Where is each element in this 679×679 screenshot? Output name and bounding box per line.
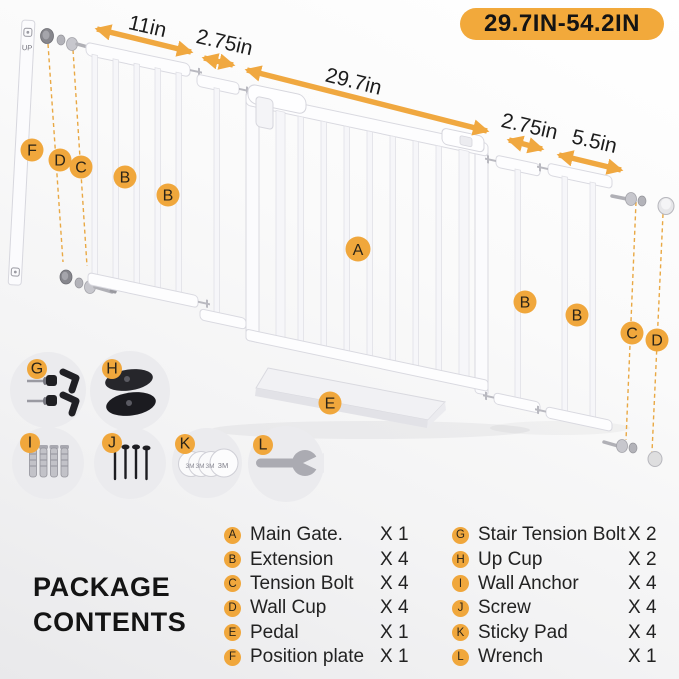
gate-bars bbox=[276, 110, 469, 379]
item-badge: K bbox=[452, 624, 469, 641]
list-item-screw bbox=[452, 596, 679, 620]
tension-bolt-icon bbox=[617, 440, 628, 453]
svg-text:K: K bbox=[179, 435, 191, 453]
list-item-wrench bbox=[452, 645, 679, 669]
page-title-line1: PACKAGE bbox=[33, 572, 171, 602]
dimension-arrow-2-75in-left bbox=[204, 58, 233, 65]
extension-panel-5-5in bbox=[535, 160, 612, 431]
pedal bbox=[255, 368, 446, 428]
package-list-right bbox=[452, 523, 679, 669]
svg-text:F: F bbox=[27, 142, 37, 160]
size-range-badge: 29.7IN-54.2IN bbox=[460, 8, 664, 40]
svg-text:3M: 3M bbox=[217, 461, 229, 470]
parts-circle-g bbox=[10, 352, 86, 428]
item-label: Sticky Pad bbox=[478, 621, 568, 643]
badge-b-3 bbox=[514, 291, 537, 314]
item-badge: D bbox=[224, 600, 241, 617]
parts-circle-j bbox=[94, 427, 166, 499]
svg-text:C: C bbox=[626, 325, 638, 343]
item-badge: J bbox=[452, 600, 469, 617]
dimension-label-11in: 11in bbox=[126, 11, 169, 43]
tension-bolt-wall-cup-top-right bbox=[612, 193, 674, 215]
item-badge: B bbox=[224, 551, 241, 568]
item-label: Screw bbox=[478, 597, 531, 619]
extension-panel-11in bbox=[86, 42, 210, 310]
item-badge: E bbox=[224, 624, 241, 641]
item-qty: X 2 bbox=[628, 548, 657, 570]
item-qty: X 4 bbox=[628, 572, 657, 594]
svg-text:I: I bbox=[27, 434, 33, 452]
tension-bolt-wall-cup-bottom-right bbox=[604, 440, 662, 467]
badge-c-left bbox=[70, 156, 93, 179]
extension-bars bbox=[92, 54, 182, 294]
list-item-up-cup bbox=[452, 547, 679, 571]
svg-text:H: H bbox=[106, 360, 118, 378]
dimension-label-2-75in-right: 2.75in bbox=[498, 109, 560, 145]
dimension-label-5-5in: 5.5in bbox=[569, 125, 620, 158]
item-label: Stair Tension Bolt bbox=[478, 524, 626, 546]
item-qty: X 4 bbox=[380, 572, 409, 594]
item-qty: X 1 bbox=[380, 524, 409, 546]
parts-circle-h bbox=[90, 351, 170, 431]
svg-text:3M: 3M bbox=[205, 463, 215, 470]
package-list-left bbox=[224, 523, 434, 669]
tension-bolt-icon bbox=[626, 193, 637, 206]
item-badge: A bbox=[224, 527, 241, 544]
svg-text:G: G bbox=[30, 360, 44, 378]
item-qty: X 4 bbox=[628, 597, 657, 619]
badge-b-4 bbox=[566, 304, 589, 327]
item-label: Main Gate. bbox=[250, 524, 343, 546]
list-item-stair-tension-bolt bbox=[452, 523, 679, 547]
dimension-label-29-7in: 29.7in bbox=[323, 63, 385, 100]
item-qty: X 4 bbox=[380, 597, 409, 619]
list-item-wall-anchor bbox=[452, 572, 679, 596]
page-title bbox=[33, 570, 186, 640]
guide-line-tension-bolt-right bbox=[626, 202, 636, 440]
item-qty: X 1 bbox=[380, 646, 409, 668]
item-qty: X 1 bbox=[628, 646, 657, 668]
badge-d-right bbox=[646, 329, 669, 352]
item-qty: X 4 bbox=[380, 548, 409, 570]
list-item-wall-cup bbox=[224, 596, 434, 620]
list-item-position-plate bbox=[224, 645, 434, 669]
connector-pin bbox=[198, 298, 210, 309]
item-label: Tension Bolt bbox=[250, 572, 354, 594]
svg-text:B: B bbox=[162, 187, 174, 205]
svg-text:3M: 3M bbox=[195, 463, 205, 470]
item-label: Wall Cup bbox=[250, 597, 327, 619]
item-badge: C bbox=[224, 575, 241, 592]
item-badge: I bbox=[452, 575, 469, 592]
list-item-pedal bbox=[224, 621, 434, 645]
item-label: Wall Anchor bbox=[478, 572, 579, 594]
svg-text:B: B bbox=[119, 169, 131, 187]
extension-panel-2-75in-right bbox=[483, 152, 540, 413]
page-title-line2: CONTENTS bbox=[33, 607, 187, 637]
list-item-extension bbox=[224, 547, 434, 571]
svg-text:3M: 3M bbox=[185, 463, 195, 470]
svg-text:C: C bbox=[75, 159, 87, 177]
parts-circle-k bbox=[172, 428, 242, 498]
main-gate bbox=[246, 83, 488, 395]
item-badge: F bbox=[224, 649, 241, 666]
up-label: UP bbox=[21, 43, 33, 53]
parts-circle-i bbox=[12, 427, 84, 499]
dimension-label-2-75in-left: 2.75in bbox=[193, 25, 255, 61]
badge-b-2 bbox=[157, 184, 180, 207]
item-label: Position plate bbox=[250, 646, 365, 668]
item-label: Up Cup bbox=[478, 548, 543, 570]
item-label: Extension bbox=[250, 548, 334, 570]
badge-d-left bbox=[49, 149, 72, 172]
badge-b-1 bbox=[114, 166, 137, 189]
svg-text:B: B bbox=[519, 294, 531, 312]
svg-text:E: E bbox=[324, 395, 336, 413]
item-badge: H bbox=[452, 551, 469, 568]
item-qty: X 1 bbox=[380, 621, 409, 643]
svg-text:A: A bbox=[352, 242, 364, 259]
svg-text:B: B bbox=[571, 307, 583, 325]
dimension-arrow-2-75in-right bbox=[509, 140, 542, 149]
wall-cup-icon bbox=[648, 452, 662, 467]
parts-circle-l bbox=[248, 426, 324, 502]
item-qty: X 4 bbox=[628, 621, 657, 643]
item-badge: L bbox=[452, 649, 469, 666]
svg-text:D: D bbox=[54, 152, 66, 170]
badge-a bbox=[346, 237, 371, 262]
badge-c-right bbox=[621, 322, 644, 345]
badge-e bbox=[319, 392, 342, 415]
list-item-sticky-pad bbox=[452, 621, 679, 645]
item-label: Wrench bbox=[478, 646, 544, 668]
item-label: Pedal bbox=[250, 621, 299, 643]
badge-f bbox=[21, 139, 44, 162]
svg-text:J: J bbox=[108, 434, 116, 452]
list-item-tension-bolt bbox=[224, 572, 434, 596]
svg-text:D: D bbox=[651, 332, 663, 350]
item-badge: G bbox=[452, 527, 469, 544]
svg-text:L: L bbox=[258, 436, 268, 454]
list-item-main-gate bbox=[224, 523, 434, 547]
item-qty: X 2 bbox=[628, 524, 657, 546]
